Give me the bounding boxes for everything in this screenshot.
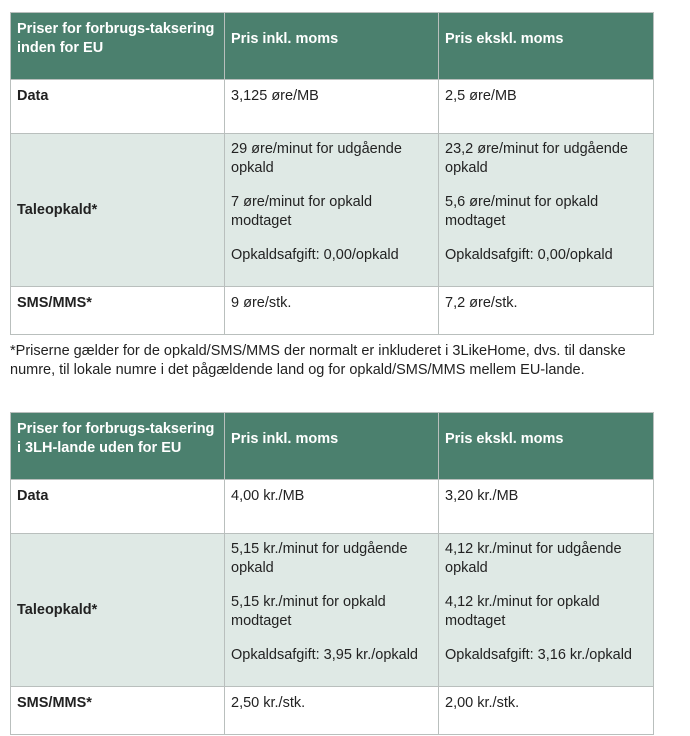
price-text: 2,00 kr./stk. <box>445 695 520 711</box>
price-call-fee: Opkaldsafgift: 0,00/opkald <box>445 247 613 263</box>
cell-data-incl <box>225 480 439 534</box>
price-outgoing: 29 øre/minut for udgående opkald <box>231 141 402 176</box>
header-price-excl-vat: Pris ekskl. moms <box>439 13 654 80</box>
price-incoming: 5,6 øre/minut for opkald modtaget <box>445 194 599 229</box>
table-row-data <box>11 80 654 134</box>
price-outgoing: 23,2 øre/minut for udgående opkald <box>445 141 628 176</box>
price-outgoing: 4,12 kr./minut for udgående opkald <box>445 541 622 576</box>
row-label-calls: Taleopkald* <box>11 134 225 287</box>
price-call-fee: Opkaldsafgift: 3,16 kr./opkald <box>445 647 632 663</box>
price-incoming: 7 øre/minut for opkald modtaget <box>231 194 373 229</box>
table-row-sms <box>11 687 654 735</box>
eu-pricing-table <box>10 12 654 335</box>
3lh-pricing-table <box>10 412 654 735</box>
cell-sms-excl <box>439 287 654 335</box>
cell-sms-incl <box>225 687 439 735</box>
table-row-calls <box>11 134 654 287</box>
row-label-sms: SMS/MMS* <box>11 287 225 335</box>
cell-data-incl <box>225 80 439 134</box>
price-text: 4,00 kr./MB <box>231 488 305 504</box>
price-text: 3,125 øre/MB <box>231 88 319 104</box>
price-incoming: 4,12 kr./minut for opkald modtaget <box>445 594 600 629</box>
cell-data-excl <box>439 480 654 534</box>
price-call-fee: Opkaldsafgift: 0,00/opkald <box>231 247 399 263</box>
row-label-calls: Taleopkald* <box>11 534 225 687</box>
cell-calls-incl <box>225 534 439 687</box>
table-row-data <box>11 480 654 534</box>
cell-calls-excl <box>439 534 654 687</box>
row-label-data: Data <box>11 80 225 134</box>
header-price-incl-vat: Pris inkl. moms <box>225 13 439 80</box>
header-category: Priser for forbrugs-taksering inden for EU <box>11 13 225 80</box>
price-text: 7,2 øre/stk. <box>445 295 518 311</box>
table-header-row <box>11 413 654 480</box>
header-category: Priser for forbrugs-taksering i 3LH-lande uden for EU <box>11 413 225 480</box>
price-text: 9 øre/stk. <box>231 295 292 311</box>
table-row-calls <box>11 534 654 687</box>
table-header-row <box>11 13 654 80</box>
cell-calls-excl <box>439 134 654 287</box>
row-label-data: Data <box>11 480 225 534</box>
cell-sms-excl <box>439 687 654 735</box>
price-outgoing: 5,15 kr./minut for udgående opkald <box>231 541 408 576</box>
price-text: 3,20 kr./MB <box>445 488 519 504</box>
row-label-sms: SMS/MMS* <box>11 687 225 735</box>
table-row-sms <box>11 287 654 335</box>
cell-sms-incl <box>225 287 439 335</box>
header-price-excl-vat: Pris ekskl. moms <box>439 413 654 480</box>
footnote: *Priserne gælder for de opkald/SMS/MMS der normalt er inkluderet i 3LikeHome, dvs. til danske numre, til lokale numre i det pågældende land og for opkald/SMS/MMS mellem EU-lande. <box>10 343 626 378</box>
price-call-fee: Opkaldsafgift: 3,95 kr./opkald <box>231 647 418 663</box>
price-text: 2,5 øre/MB <box>445 88 517 104</box>
header-price-incl-vat: Pris inkl. moms <box>225 413 439 480</box>
cell-data-excl <box>439 80 654 134</box>
cell-calls-incl <box>225 134 439 287</box>
price-incoming: 5,15 kr./minut for opkald modtaget <box>231 594 386 629</box>
price-text: 2,50 kr./stk. <box>231 695 306 711</box>
